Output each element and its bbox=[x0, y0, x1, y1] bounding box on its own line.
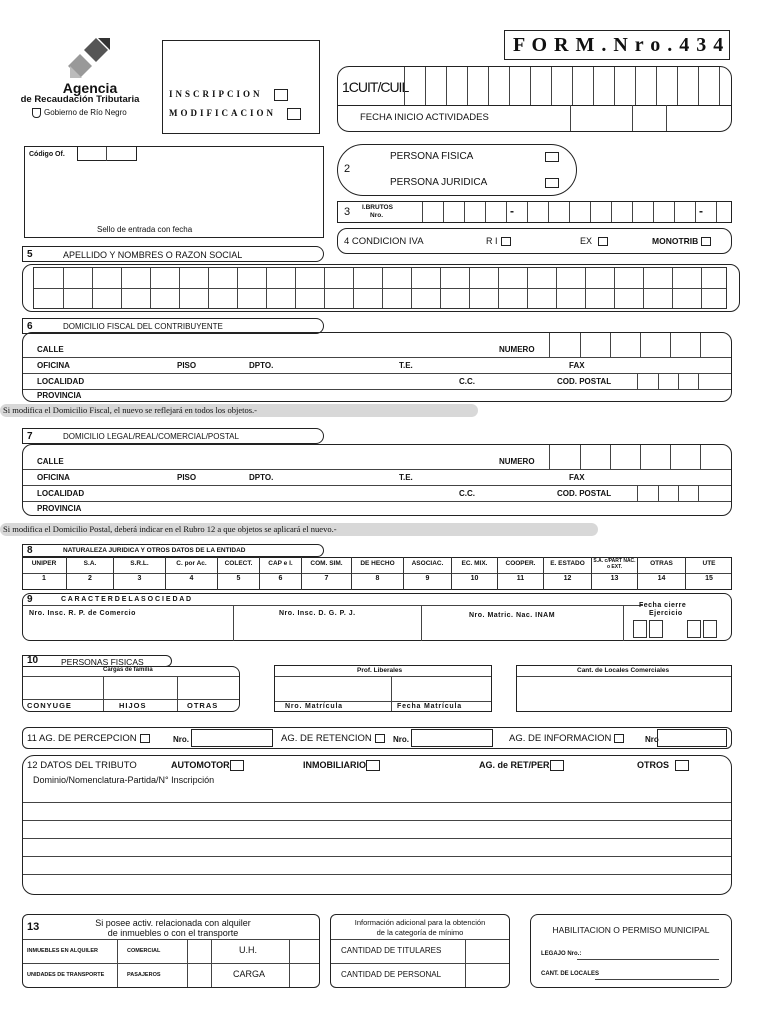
sello-label: Sello de entrada con fecha bbox=[97, 225, 193, 234]
otros-label: OTROS bbox=[637, 760, 670, 770]
matricula-field[interactable] bbox=[275, 677, 391, 701]
titulares-label: CANTIDAD DE TITULARES bbox=[341, 946, 442, 955]
cant-locales-label: CANT. DE LOCALES bbox=[541, 971, 600, 977]
cuit-field[interactable] bbox=[404, 67, 729, 105]
personal-label: CANTIDAD DE PERSONAL bbox=[341, 970, 442, 979]
percepcion-label: 11 AG. DE PERCEPCION bbox=[27, 733, 137, 744]
informacion-nro-label: Nro bbox=[645, 735, 659, 744]
dominio-label: Dominio/Nomenclatura-Partida/N° Inscripción bbox=[33, 775, 215, 785]
provincia-label-2: PROVINCIA bbox=[37, 504, 82, 513]
naturaleza-col[interactable]: ASOCIAC. 9 bbox=[404, 557, 452, 590]
codigo-oficina-field[interactable] bbox=[77, 147, 137, 161]
persona-fisica-checkbox[interactable] bbox=[545, 152, 559, 162]
iva-ex-label: EX bbox=[580, 236, 593, 246]
cod-postal-label-2: COD. POSTAL bbox=[557, 489, 612, 498]
naturaleza-col[interactable]: S.A. 2 bbox=[67, 557, 114, 590]
retencion-nro-label: Nro. bbox=[393, 735, 409, 744]
datos-tributo-label: 12 DATOS DEL TRIBUTO bbox=[27, 760, 137, 771]
otros-checkbox[interactable] bbox=[675, 760, 689, 771]
cuit-section bbox=[337, 66, 732, 132]
unidades-label: UNIDADES DE TRANSPORTE bbox=[27, 972, 105, 978]
naturaleza-col[interactable]: COOPER. 11 bbox=[498, 557, 544, 590]
razon-social-field[interactable] bbox=[22, 264, 740, 312]
naturaleza-col[interactable]: UTE 15 bbox=[702, 560, 716, 582]
alquiler-title-2: de inmuebles o con el transporte bbox=[107, 928, 239, 938]
numero-label: NUMERO bbox=[499, 345, 535, 354]
form-number: F O R M . N r o . 4 3 4 bbox=[504, 30, 730, 60]
domicilio-legal-box bbox=[22, 444, 732, 516]
habilitacion-title: HABILITACION O PERMISO MUNICIPAL bbox=[552, 925, 710, 935]
domicilio-legal-note: Si modifica el Domicilio Postal, deberá indicar en el Rubro 12 a que objetos se aplicará el nuevo.- bbox=[0, 523, 598, 536]
matricula-label: Nro. Matrícula bbox=[285, 703, 343, 710]
fecha-matricula-field[interactable] bbox=[391, 677, 491, 701]
legajo-label: LEGAJO Nro.: bbox=[541, 951, 582, 957]
piso-label: PISO bbox=[177, 361, 197, 370]
inmobiliario-label: INMOBILIARIO bbox=[303, 760, 366, 770]
hijos-field[interactable] bbox=[103, 677, 177, 699]
sociedad-label: C A R A C T E R D E L A S O C I E D A D bbox=[61, 596, 192, 603]
inmuebles-label: INMUEBLES EN ALQUILER bbox=[27, 948, 98, 954]
cc-label-2: C.C. bbox=[459, 489, 475, 498]
agency-logo bbox=[60, 32, 120, 84]
naturaleza-col[interactable]: S.R.L. 3 bbox=[114, 557, 166, 590]
uh-label: U.H. bbox=[239, 945, 257, 955]
persona-section bbox=[337, 144, 577, 196]
calle-field[interactable] bbox=[83, 341, 493, 357]
conyuge-field[interactable] bbox=[23, 677, 103, 699]
modificacion-checkbox[interactable] bbox=[287, 108, 301, 120]
alquiler-transporte-num: 13 bbox=[27, 921, 40, 933]
inscripcion-checkbox[interactable] bbox=[274, 89, 288, 101]
naturaleza-col[interactable]: DE HECHO 8 bbox=[352, 557, 404, 590]
iva-monotrib-label: MONOTRIB bbox=[652, 236, 699, 246]
inam-label: Nro. Matric. Nac. INAM bbox=[469, 612, 556, 619]
personas-fisicas-label: PERSONAS FISICAS bbox=[61, 657, 144, 667]
inmobiliario-checkbox[interactable] bbox=[366, 760, 380, 771]
naturaleza-col[interactable]: E. ESTADO 12 bbox=[544, 557, 592, 590]
conyuge-label: CONYUGE bbox=[27, 701, 72, 710]
domicilio-legal-label: DOMICILIO LEGAL/REAL/COMERCIAL/POSTAL bbox=[63, 432, 239, 441]
naturaleza-label: NATURALEZA JURIDICA Y OTROS DATOS DE LA ENTIDAD bbox=[63, 547, 246, 554]
otras-field[interactable] bbox=[177, 677, 239, 699]
dgpj-label: Nro. Insc. D. G. P. J. bbox=[279, 610, 356, 617]
comercial-label: COMERCIAL bbox=[127, 948, 161, 954]
otras-label: OTRAS bbox=[187, 701, 219, 710]
condicion-iva-section bbox=[337, 228, 732, 254]
pasajeros-label: PASAJEROS bbox=[127, 972, 161, 978]
numero-field-2[interactable] bbox=[549, 445, 731, 469]
dpto-label: DPTO. bbox=[249, 361, 274, 370]
fecha-cierre-field[interactable] bbox=[633, 620, 725, 638]
personas-fisicas-num: 10 bbox=[27, 655, 39, 666]
locales-comerciales-label: Cant. de Locales Comerciales bbox=[577, 667, 670, 674]
retencion-nro-field[interactable] bbox=[411, 729, 493, 747]
informacion-checkbox[interactable] bbox=[614, 734, 624, 743]
hijos-label: HIJOS bbox=[119, 701, 147, 710]
percepcion-nro-label: Nro. bbox=[173, 735, 189, 744]
domicilio-fiscal-label: DOMICILIO FISCAL DEL CONTRIBUYENTE bbox=[63, 322, 223, 331]
domicilio-fiscal-note: Si modifica el Domicilio Fiscal, el nuevo se reflejará en todos los objetos.- bbox=[0, 404, 478, 417]
ejercicio-label: Ejercicio bbox=[649, 610, 683, 617]
cuit-label: 1CUIT/CUIL bbox=[342, 79, 409, 95]
domicilio-fiscal-box bbox=[22, 332, 732, 402]
retencion-checkbox[interactable] bbox=[375, 734, 385, 743]
percepcion-nro-field[interactable] bbox=[191, 729, 273, 747]
naturaleza-col[interactable]: COM. SIM. 7 bbox=[302, 557, 352, 590]
iva-ex-checkbox[interactable] bbox=[598, 237, 608, 246]
persona-juridica-checkbox[interactable] bbox=[545, 178, 559, 188]
ibrutos-section bbox=[337, 201, 732, 223]
domicilio-legal-header bbox=[22, 428, 324, 444]
provincia-label: PROVINCIA bbox=[37, 391, 82, 400]
persona-num: 2 bbox=[344, 163, 351, 175]
cod-postal-label: COD. POSTAL bbox=[557, 377, 612, 386]
persona-juridica-label: PERSONA JURIDICA bbox=[390, 177, 488, 188]
domicilio-legal-num: 7 bbox=[27, 431, 33, 442]
agency-name: Agencia bbox=[62, 80, 118, 96]
domicilio-fiscal-num: 6 bbox=[27, 321, 33, 332]
numero-field[interactable] bbox=[549, 333, 731, 357]
modificacion-label: MODIFICACION bbox=[169, 108, 276, 119]
cargas-label: Cargas de familia bbox=[103, 667, 153, 673]
agentes-section bbox=[22, 727, 732, 749]
naturaleza-col[interactable]: COLECT. 5 bbox=[218, 557, 260, 590]
informacion-label: AG. DE INFORMACION bbox=[509, 733, 612, 744]
piso-label-2: PISO bbox=[177, 473, 197, 482]
info-title-2: de la categoría de mínimo bbox=[376, 928, 464, 937]
cant-locales-field[interactable] bbox=[595, 979, 719, 980]
info-adicional-box bbox=[330, 914, 510, 988]
cc-label: C.C. bbox=[459, 377, 475, 386]
dominio-field[interactable] bbox=[23, 788, 731, 894]
razon-social-label: APELLIDO Y NOMBRES O RAZON SOCIAL bbox=[63, 250, 243, 260]
dpto-label-2: DPTO. bbox=[249, 473, 274, 482]
iva-ri-checkbox[interactable] bbox=[501, 237, 511, 246]
retper-checkbox[interactable] bbox=[550, 760, 564, 771]
naturaleza-col[interactable]: OTRAS 14 bbox=[638, 557, 686, 590]
alquiler-transporte-box bbox=[22, 914, 320, 988]
cierre-label: Fecha cierre bbox=[639, 602, 687, 609]
fecha-inicio-label: FECHA INICIO ACTIVIDADES bbox=[360, 112, 489, 123]
sociedad-num: 9 bbox=[27, 594, 33, 605]
fecha-inicio-field[interactable] bbox=[570, 105, 730, 131]
percepcion-checkbox[interactable] bbox=[140, 734, 150, 743]
persona-fisica-label: PERSONA FISICA bbox=[390, 151, 474, 162]
condicion-iva-label: 4 CONDICION IVA bbox=[344, 236, 424, 247]
naturaleza-col[interactable]: S.A. c/PART NAC. o EXT. 13 bbox=[592, 557, 638, 590]
naturaleza-col[interactable]: UNIPER 1 bbox=[22, 557, 67, 590]
titulares-field[interactable] bbox=[466, 940, 508, 962]
pasajeros-field[interactable] bbox=[188, 964, 210, 986]
naturaleza-col[interactable]: CAP e I. 6 bbox=[260, 557, 302, 590]
sociedad-box bbox=[22, 593, 732, 641]
numero-label-2: NUMERO bbox=[499, 457, 535, 466]
shield-icon bbox=[32, 108, 41, 118]
localidad-label: LOCALIDAD bbox=[37, 377, 85, 386]
calle-label-2: CALLE bbox=[37, 457, 64, 466]
uh-field[interactable] bbox=[290, 940, 318, 962]
naturaleza-col[interactable]: EC. MIX. 10 bbox=[452, 557, 498, 590]
ibrutos-num: 3 bbox=[344, 206, 351, 218]
retper-label: AG. de RET/PER bbox=[479, 760, 550, 770]
ibrutos-label: I.BRUTOS bbox=[362, 204, 393, 211]
cod-postal-field-2[interactable] bbox=[637, 485, 731, 501]
retencion-label: AG. DE RETENCION bbox=[281, 733, 372, 744]
naturaleza-header bbox=[22, 544, 324, 557]
sello-box bbox=[24, 146, 324, 238]
cod-postal-field[interactable] bbox=[637, 373, 731, 389]
fecha-matricula-label: Fecha Matrícula bbox=[397, 703, 462, 710]
iva-monotrib-checkbox[interactable] bbox=[701, 237, 711, 246]
rp-comercio-label: Nro. Insc. R. P. de Comercio bbox=[29, 610, 136, 617]
iva-ri-label: R I bbox=[486, 236, 498, 246]
inscription-box bbox=[162, 40, 320, 134]
localidad-label-2: LOCALIDAD bbox=[37, 489, 85, 498]
informacion-nro-field[interactable] bbox=[657, 729, 727, 747]
ibrutos-label-nro: Nro. bbox=[370, 212, 383, 219]
gov-label: Gobierno de Río Negro bbox=[32, 108, 127, 118]
automotor-checkbox[interactable] bbox=[230, 760, 244, 771]
prof-liberales-box bbox=[274, 665, 492, 712]
ibrutos-field[interactable]: - - bbox=[422, 202, 732, 222]
automotor-label: AUTOMOTOR bbox=[171, 760, 230, 770]
info-title-1: Información adicional para la obtención bbox=[354, 918, 486, 927]
inscripcion-label: INSCRIPCION bbox=[169, 89, 263, 100]
codigo-oficina-label: Código Of. bbox=[29, 151, 65, 158]
agency-subtitle: de Recaudación Tributaria bbox=[20, 94, 140, 105]
locales-comerciales-field[interactable] bbox=[517, 677, 731, 711]
comercial-field[interactable] bbox=[188, 940, 210, 962]
calle-label: CALLE bbox=[37, 345, 64, 354]
carga-label: CARGA bbox=[233, 969, 266, 979]
prof-liberales-label: Prof. Liberales bbox=[357, 667, 403, 674]
carga-field[interactable] bbox=[290, 964, 318, 986]
te-label: T.E. bbox=[399, 361, 413, 370]
oficina-label-2: OFICINA bbox=[37, 473, 70, 482]
oficina-label: OFICINA bbox=[37, 361, 70, 370]
fax-label-2: FAX bbox=[569, 473, 585, 482]
legajo-field[interactable] bbox=[577, 959, 719, 960]
te-label-2: T.E. bbox=[399, 473, 413, 482]
cargas-familia-box bbox=[22, 666, 240, 712]
habilitacion-box bbox=[530, 914, 732, 988]
razon-social-num: 5 bbox=[27, 249, 33, 260]
naturaleza-num: 8 bbox=[27, 545, 33, 556]
personal-field[interactable] bbox=[466, 964, 508, 986]
fax-label: FAX bbox=[569, 361, 585, 370]
naturaleza-col[interactable]: C. por Ac. 4 bbox=[166, 557, 218, 590]
datos-tributo-box bbox=[22, 755, 732, 895]
razon-social-header bbox=[22, 246, 324, 262]
alquiler-title-1: Si posee activ. relacionada con alquiler bbox=[95, 918, 251, 928]
locales-comerciales-box bbox=[516, 665, 732, 712]
